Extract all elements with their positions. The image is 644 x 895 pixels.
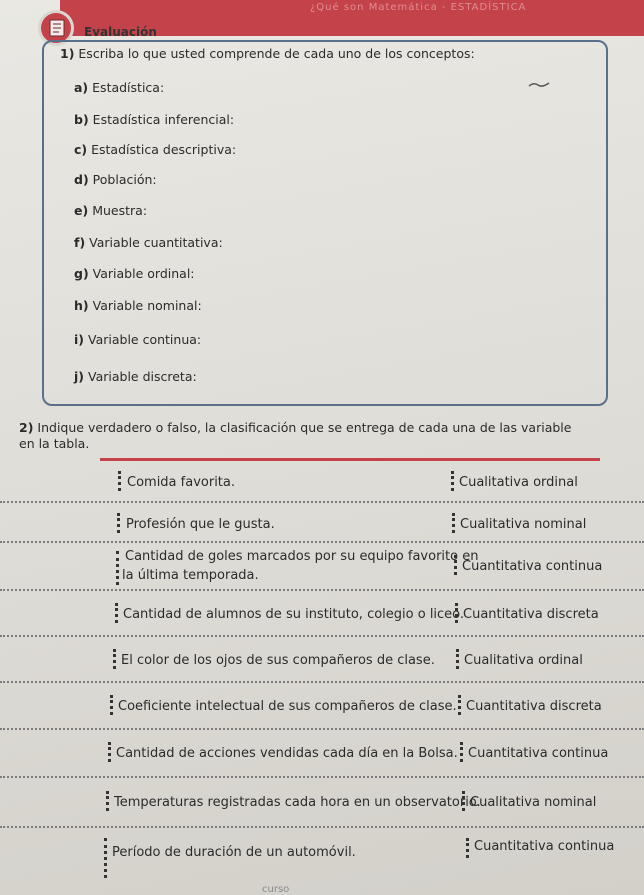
row-separator	[454, 555, 460, 575]
concept-f	[74, 235, 223, 250]
concept-label: d)	[74, 172, 89, 187]
concept-text: Estadística descriptiva:	[91, 142, 237, 157]
row-separator	[455, 603, 461, 623]
concept-text: Población:	[92, 172, 157, 187]
variable-cell: El color de los ojos de sus compañeros de clase.	[121, 653, 435, 668]
question1-number: 1)	[60, 46, 75, 61]
classification-cell: Cuantitativa continua	[462, 559, 603, 574]
table-row	[0, 778, 644, 828]
concept-text: Variable ordinal:	[92, 266, 195, 281]
variable-cell: Profesión que le gusta.	[126, 517, 275, 532]
table-row	[0, 503, 644, 543]
row-separator	[466, 838, 472, 858]
variable-cell: Coeficiente intelectual de sus compañeros de clase.	[118, 699, 457, 714]
table-row	[0, 730, 644, 778]
row-separator	[113, 649, 119, 669]
row-separator	[458, 695, 464, 715]
row-separator	[115, 603, 121, 623]
variable-cell: Temperaturas registradas cada hora en un observatorio.	[114, 795, 481, 810]
classification-cell: Cualitativa ordinal	[459, 475, 578, 490]
row-separator	[118, 471, 124, 491]
row-separator	[110, 695, 116, 715]
concept-label: a)	[74, 80, 89, 95]
concept-e	[74, 203, 147, 218]
classification-cell: Cuantitativa continua	[468, 746, 609, 761]
concept-h	[74, 298, 202, 313]
row-separator	[104, 838, 110, 878]
row-separator	[106, 791, 112, 811]
concept-label: e)	[74, 203, 89, 218]
question1-text: Escriba lo que usted comprende de cada uno de los conceptos:	[78, 46, 475, 61]
classification-table	[0, 458, 644, 895]
variable-cell: Período de duración de un automóvil.	[112, 845, 356, 860]
table-row	[0, 543, 644, 591]
variable-cell-line2: la última temporada.	[122, 568, 259, 583]
concept-text: Variable discreta:	[88, 369, 197, 384]
classification-cell: Cuantitativa continua	[474, 839, 615, 854]
header-faint-title: ¿Qué son Matemática - ESTADÍSTICA	[310, 2, 527, 13]
concept-b	[74, 112, 234, 127]
concept-j	[74, 369, 197, 384]
classification-cell: Cualitativa nominal	[460, 517, 587, 532]
concept-text: Estadística inferencial:	[92, 112, 235, 127]
table-row	[0, 461, 644, 503]
question2-number: 2)	[19, 420, 34, 435]
concept-text: Muestra:	[92, 203, 148, 218]
table-row	[0, 591, 644, 637]
concept-label: h)	[74, 298, 89, 313]
variable-cell: Cantidad de alumnos de su instituto, colegio o liceo.	[123, 607, 465, 622]
classification-cell: Cualitativa ordinal	[464, 653, 583, 668]
concept-label: c)	[74, 142, 88, 157]
variable-cell: Cantidad de goles marcados por su equipo favorito en	[125, 549, 479, 564]
classification-cell: Cuantitativa discreta	[463, 607, 599, 622]
concept-text: Estadística:	[92, 80, 165, 95]
pen-mark	[528, 80, 550, 90]
table-row	[0, 637, 644, 683]
section-title: Evaluación	[84, 25, 157, 39]
concept-c	[74, 142, 236, 157]
concept-a	[74, 80, 164, 95]
concept-g	[74, 266, 195, 281]
row-separator	[452, 513, 458, 533]
variable-cell: Comida favorita.	[127, 475, 235, 490]
row-separator	[456, 649, 462, 669]
row-separator	[108, 742, 114, 762]
question2-text: Indique verdadero o falso, la clasificación que se entrega de cada una de las variable en la tabla.	[19, 420, 572, 451]
concept-text: Variable continua:	[88, 332, 202, 347]
concept-text: Variable cuantitativa:	[89, 235, 223, 250]
concept-d	[74, 172, 157, 187]
question2-prompt	[19, 420, 579, 452]
concept-label: g)	[74, 266, 89, 281]
concept-label: i)	[74, 332, 84, 347]
concept-label: j)	[74, 369, 84, 384]
table-row	[0, 828, 644, 895]
classification-cell: Cualitativa nominal	[470, 795, 597, 810]
row-separator	[117, 513, 123, 533]
footer-faint-text: curso	[262, 884, 290, 895]
table-row	[0, 683, 644, 730]
concept-text: Variable nominal:	[92, 298, 202, 313]
concept-i	[74, 332, 201, 347]
concept-label: f)	[74, 235, 86, 250]
row-separator	[462, 791, 468, 811]
question1-prompt	[60, 46, 475, 61]
row-separator	[460, 742, 466, 762]
concept-label: b)	[74, 112, 89, 127]
classification-cell: Cuantitativa discreta	[466, 699, 602, 714]
row-separator	[451, 471, 457, 491]
variable-cell: Cantidad de acciones vendidas cada día en la Bolsa.	[116, 746, 458, 761]
